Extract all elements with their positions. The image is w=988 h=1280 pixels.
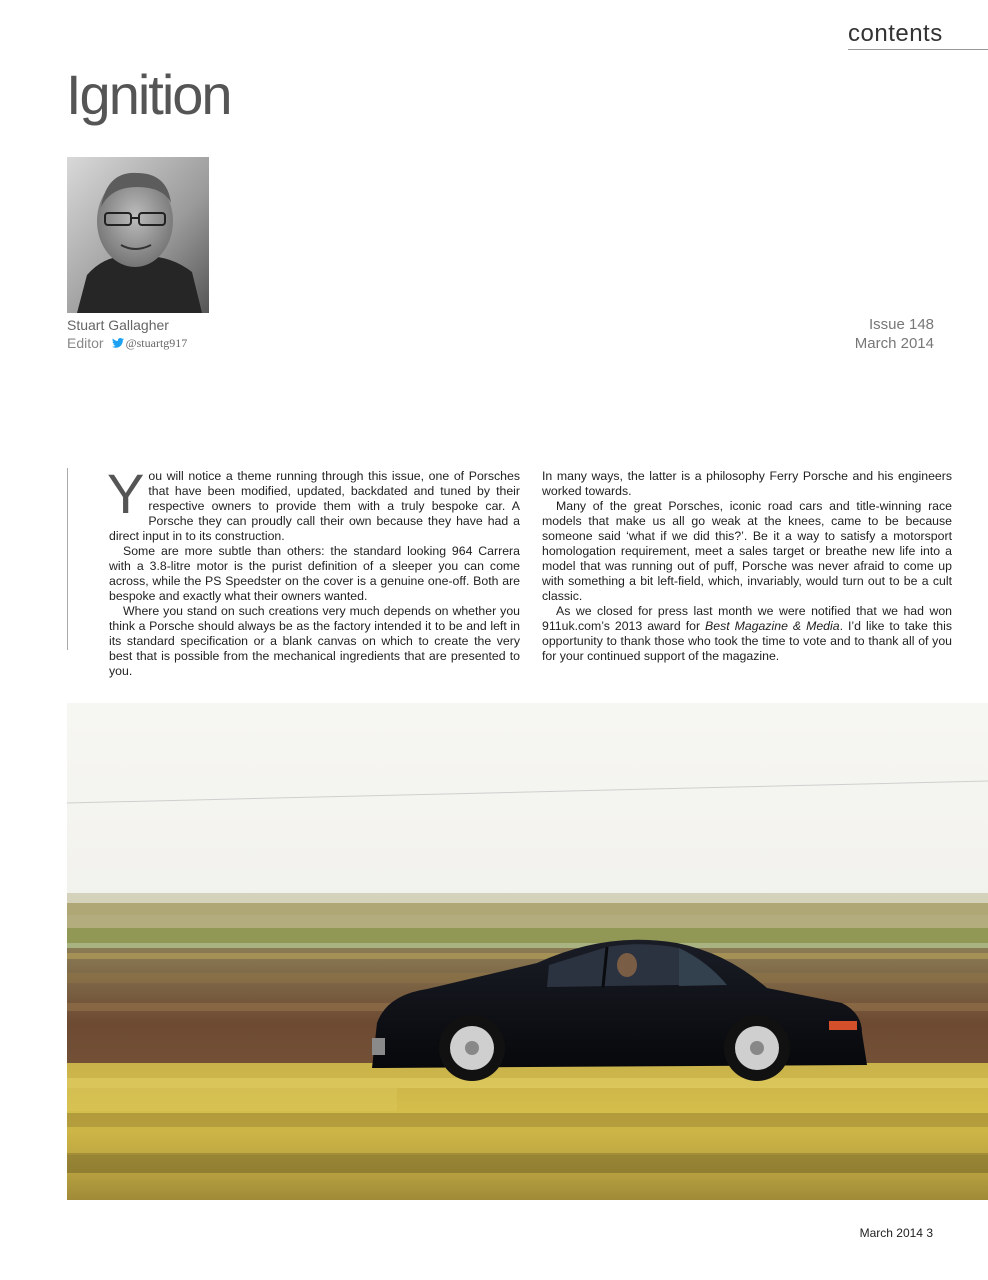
article-paragraph: Many of the great Porsches, iconic road cars and title-winning race models that make us all go weak at the knees, came to be because someone said ‘what if we did this?’. Be it a way to satisfy a motorsport homologation requirement, meet a sales target or breathe new life into a model that was running out of puff, Porsche was never afraid to come up with something a bit left-field, which, invariably, would turn out to be a cult classic. <box>542 499 952 603</box>
issue-info <box>855 315 934 353</box>
article-paragraph: Some are more subtle than others: the standard looking 964 Carrera with a 3.8-litre motor is the purist definition of a sleeper you can come across, while the PS Speedster on the cover is a genuine one-off. Both are bespoke and exactly what their owners wanted. <box>109 544 520 603</box>
article-paragraph-closing: As we closed for press last month we were notified that we had won 911uk.com’s 2013 award for Best Magazine & Media. I’d like to take this opportunity to thank those who took the time to vote and to thank all of you for your continued support of the magazine. <box>542 604 953 663</box>
article-side-rule <box>67 468 68 650</box>
drop-cap: Y <box>107 462 145 525</box>
page-number: 3 <box>926 1226 933 1240</box>
page-title: Ignition <box>66 63 231 126</box>
award-name: Best Magazine & Media <box>705 619 840 633</box>
twitter-handle: @stuartg917 <box>125 335 188 350</box>
hero-photo-porsche <box>67 703 988 1200</box>
editor-role-line <box>67 335 187 351</box>
twitter-handle-link[interactable] <box>112 336 188 351</box>
issue-number: Issue 148 <box>868 316 934 333</box>
article-paragraph: Where you stand on such creations very much depends on whether you think a Porsche should always be as the factory intended it to be and left in its standard specification or a blank canvas on which to create the very best that is possible from the mechanical ingredients that are presented to you. <box>109 604 520 678</box>
article-column-left <box>107 462 520 679</box>
article-paragraph: You will notice a theme running through this issue, one of Porsches that have been modified, updated, backdated and tuned by their respective owners to provide them with a truly bespoke car. A Porsche they can proudly call their own because they have had a direct input in to its construction. <box>107 462 520 543</box>
editor-name: Stuart Gallagher <box>67 317 169 333</box>
article-column-right <box>542 469 952 664</box>
footer-date: March 2014 <box>859 1226 923 1240</box>
editor-role: Editor <box>67 335 104 351</box>
section-rule <box>848 49 988 50</box>
twitter-bird-icon <box>112 338 124 348</box>
section-label: contents <box>848 20 943 47</box>
page-footer <box>860 1226 933 1240</box>
editor-portrait <box>67 157 209 313</box>
issue-date: March 2014 <box>854 335 934 352</box>
article-paragraph: In many ways, the latter is a philosophy Ferry Porsche and his engineers worked towards. <box>542 469 952 498</box>
